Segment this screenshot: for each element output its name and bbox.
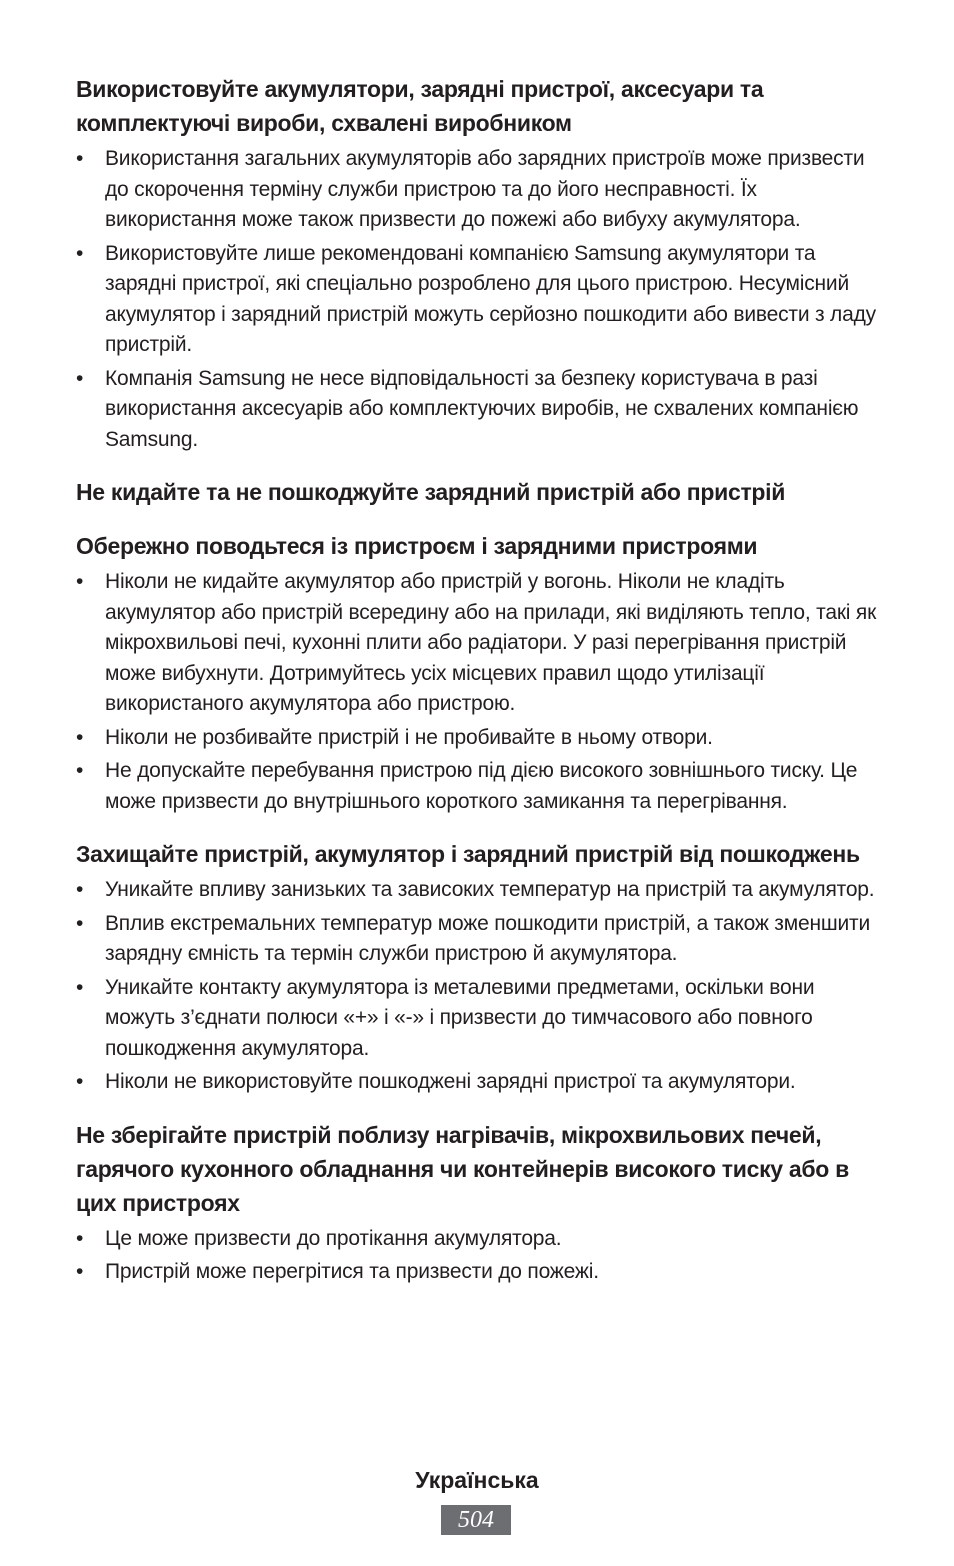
bullet-list (76, 567, 886, 817)
list-item (76, 239, 886, 361)
bullet-list (76, 875, 886, 1098)
bullet-list (76, 1224, 886, 1288)
section-approved-accessories (76, 72, 886, 455)
section-heading: Обережно поводьтеся із пристроєм і зарядними пристроями (76, 533, 758, 559)
list-item-text: Використання загальних акумуляторів або зарядних пристроїв може призвести до скорочення терміну служби пристрою та до його несправності. Їх використання може також призвести до пожежі або вибуху акумулятора. (105, 147, 865, 231)
list-item-text: Не допускайте перебування пристрою під дією високого зовнішнього тиску. Це може призвести до внутрішнього короткого замикання та перегрівання. (105, 759, 858, 813)
section-protect-from-damage (76, 837, 886, 1098)
section-heading: Не зберігайте пристрій поблизу нагрівачів, мікрохвильових печей, гарячого кухонного обладнання чи контейнерів високого тиску або в цих пристроях (76, 1121, 849, 1216)
section-heading: Не кидайте та не пошкоджуйте зарядний пристрій або пристрій (76, 479, 786, 505)
list-item (76, 1257, 886, 1288)
footer-language: Українська (415, 1467, 539, 1493)
list-item (76, 723, 886, 754)
bullet-icon: • (76, 147, 84, 170)
list-item-text: Уникайте впливу занизьких та зависоких температур на пристрій та акумулятор. (105, 878, 875, 901)
bullet-list (76, 144, 886, 455)
document-body (76, 72, 886, 1308)
bullet-icon: • (76, 759, 84, 782)
page-number: 504 (441, 1505, 511, 1535)
bullet-icon: • (76, 911, 84, 935)
list-item-text: Ніколи не розбивайте пристрій і не пробивайте в ньому отвори. (105, 725, 713, 749)
bullet-icon: • (76, 1260, 84, 1283)
list-item-text: Ніколи не кидайте акумулятор або пристрій у вогонь. Ніколи не кладіть акумулятор або пристрій всередину або на прилади, які виділяють тепло, такі як мікрохвильові печі, кухонні плити або радіатори. У разі перегрівання пристрій може вибухнути. Дотримуйтесь усіх місцевих правил щодо утилізації використаного акумулятора або пристрою. (105, 570, 877, 715)
list-item-text: Компанія Samsung не несе відповідальності за безпеку користувача в разі використання аксесуарів або комплектуючих виробів, не схвалених компанією Samsung. (105, 366, 859, 451)
section-handle-carefully (76, 529, 886, 817)
list-item (76, 567, 886, 720)
list-item (76, 909, 886, 970)
list-item (76, 875, 886, 906)
section-heading: Захищайте пристрій, акумулятор і зарядний пристрій від пошкоджень (76, 841, 860, 867)
list-item-text: Пристрій може перегрітися та призвести до пожежі. (105, 1260, 599, 1283)
bullet-icon: • (76, 366, 84, 390)
bullet-icon: • (76, 1070, 84, 1093)
section-store-away-from-heat (76, 1118, 886, 1288)
list-item-text: Це може призвести до протікання акумулятора. (105, 1226, 562, 1250)
list-item (76, 1067, 886, 1098)
bullet-icon: • (76, 975, 84, 999)
list-item-text: Вплив екстремальних температур може пошкодити пристрій, а також зменшити зарядну ємність та термін служби пристрою й акумулятора. (105, 911, 870, 965)
list-item (76, 973, 886, 1065)
bullet-icon: • (76, 725, 84, 749)
bullet-icon: • (76, 241, 84, 265)
list-item (76, 1224, 886, 1255)
bullet-icon: • (76, 878, 84, 901)
list-item-text: Ніколи не використовуйте пошкоджені зарядні пристрої та акумулятори. (105, 1070, 796, 1093)
section-do-not-drop (76, 475, 886, 509)
section-heading: Використовуйте акумулятори, зарядні пристрої, аксесуари та комплектуючі вироби, схвалені виробником (76, 76, 764, 136)
list-item (76, 144, 886, 236)
list-item (76, 756, 886, 817)
list-item (76, 364, 886, 456)
bullet-icon: • (76, 570, 84, 593)
list-item-text: Уникайте контакту акумулятора із металевими предметами, оскільки вони можуть з’єднати полюси «+» і «-» і призвести до тимчасового або повного пошкодження акумулятора. (105, 975, 815, 1060)
list-item-text: Використовуйте лише рекомендовані компанією Samsung акумулятори та зарядні пристрої, які спеціально розроблено для цього пристрою. Несумісний акумулятор і зарядний пристрій можуть серйозно пошкодити або вивести з ладу пристрій. (105, 241, 876, 356)
bullet-icon: • (76, 1226, 84, 1250)
